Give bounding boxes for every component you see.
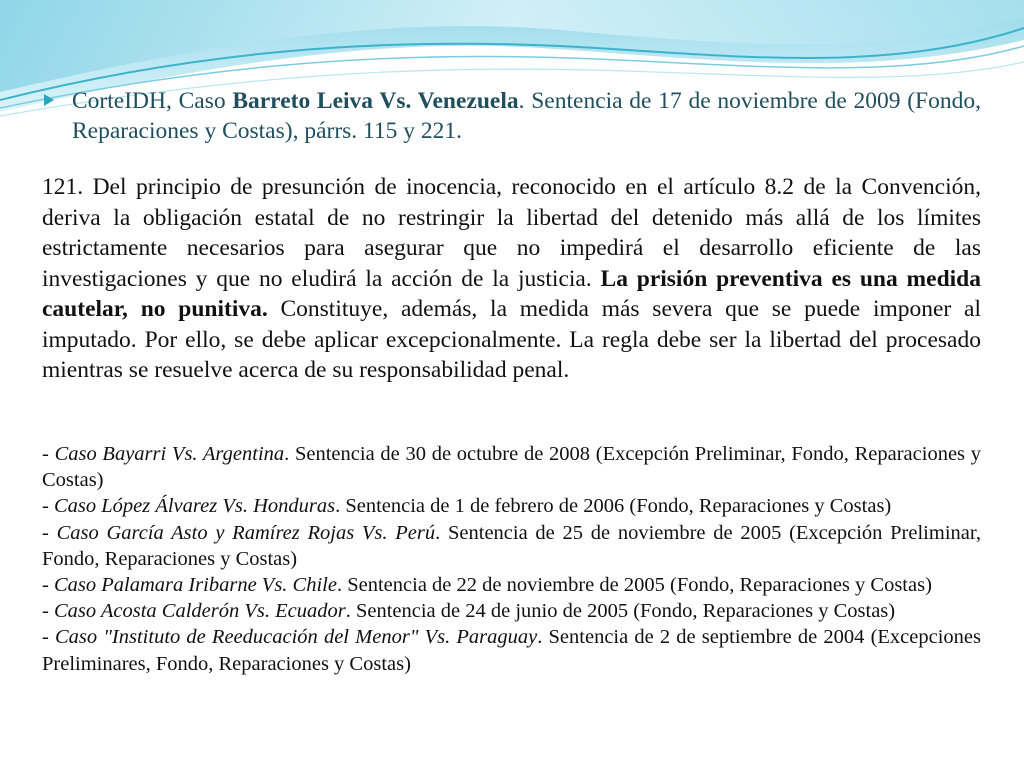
case-dash: - (42, 600, 54, 623)
paragraph-text-before: 121. Del principio de presunción de inocencia, reconocido en el artículo 8.2 de la Convención, deriva la obligación estatal de no restringir la libertad del detenido más allá de los límites estrictamente necesarios para asegurar que no impedirá el desarrollo eficiente de las investigaciones y que no eludirá la acción de la justicia. (42, 174, 981, 292)
case-detail: . Sentencia de 24 de junio de 2005 (Fondo, Reparaciones y Costas) (345, 600, 896, 623)
case-name: Caso García Asto y Ramírez Rojas Vs. Perú (56, 521, 436, 544)
case-name: Caso López Álvarez Vs. Honduras (53, 495, 336, 518)
paragraph-text-after: Constituye, además, la medida más severa que se puede imponer al imputado. Por ello, se debe aplicar excepcionalmente. La regla debe ser la libertad del procesado mientras se resuelve acerca de su responsabilidad penal. (42, 296, 981, 383)
heading-case-name: Barreto Leiva Vs. Venezuela (232, 88, 519, 114)
case-detail: . Sentencia de 25 de noviembre de 2005 (Excepción Preliminar, Fondo, Reparaciones y Costas) (42, 521, 981, 570)
case-dash: - (42, 521, 57, 544)
paragraph-bold-text: La prisión preventiva es una medida cautelar, no punitiva. (42, 265, 981, 322)
case-item (42, 493, 981, 519)
case-item (42, 441, 981, 493)
case-name: Caso Acosta Calderón Vs. Ecuador (53, 600, 346, 623)
case-item (42, 520, 981, 572)
case-dash: - (42, 574, 54, 597)
paragraph-121 (42, 172, 981, 386)
case-name: Caso "Instituto de Reeducación del Menor" Vs. Paraguay (55, 626, 538, 649)
case-item (42, 624, 981, 676)
case-detail: . Sentencia de 2 de septiembre de 2004 (Excepciones Preliminares, Fondo, Reparaciones y Costas) (42, 626, 982, 675)
case-name: Caso Bayarri Vs. Argentina (54, 443, 285, 465)
case-item (42, 598, 981, 624)
heading-suffix: . Sentencia de 17 de noviembre de 2009 (Fondo, Reparaciones y Costas), párrs. 115 y 221. (72, 88, 982, 144)
case-list (42, 441, 981, 677)
case-dash: - (42, 495, 54, 518)
case-detail: . Sentencia de 22 de noviembre de 2005 (Fondo, Reparaciones y Costas) (336, 574, 932, 597)
case-item (42, 572, 981, 598)
heading-prefix: CorteIDH, Caso (72, 88, 233, 114)
case-heading (72, 86, 981, 146)
case-dash: - (42, 443, 55, 465)
bullet-arrow-icon (44, 94, 54, 106)
case-detail: . Sentencia de 1 de febrero de 2006 (Fondo, Reparaciones y Costas) (335, 495, 892, 518)
case-dash: - (42, 626, 55, 649)
case-name: Caso Palamara Iribarne Vs. Chile (53, 574, 337, 597)
case-detail: . Sentencia de 30 de octubre de 2008 (Excepción Preliminar, Fondo, Reparaciones y Costas) (42, 443, 982, 492)
